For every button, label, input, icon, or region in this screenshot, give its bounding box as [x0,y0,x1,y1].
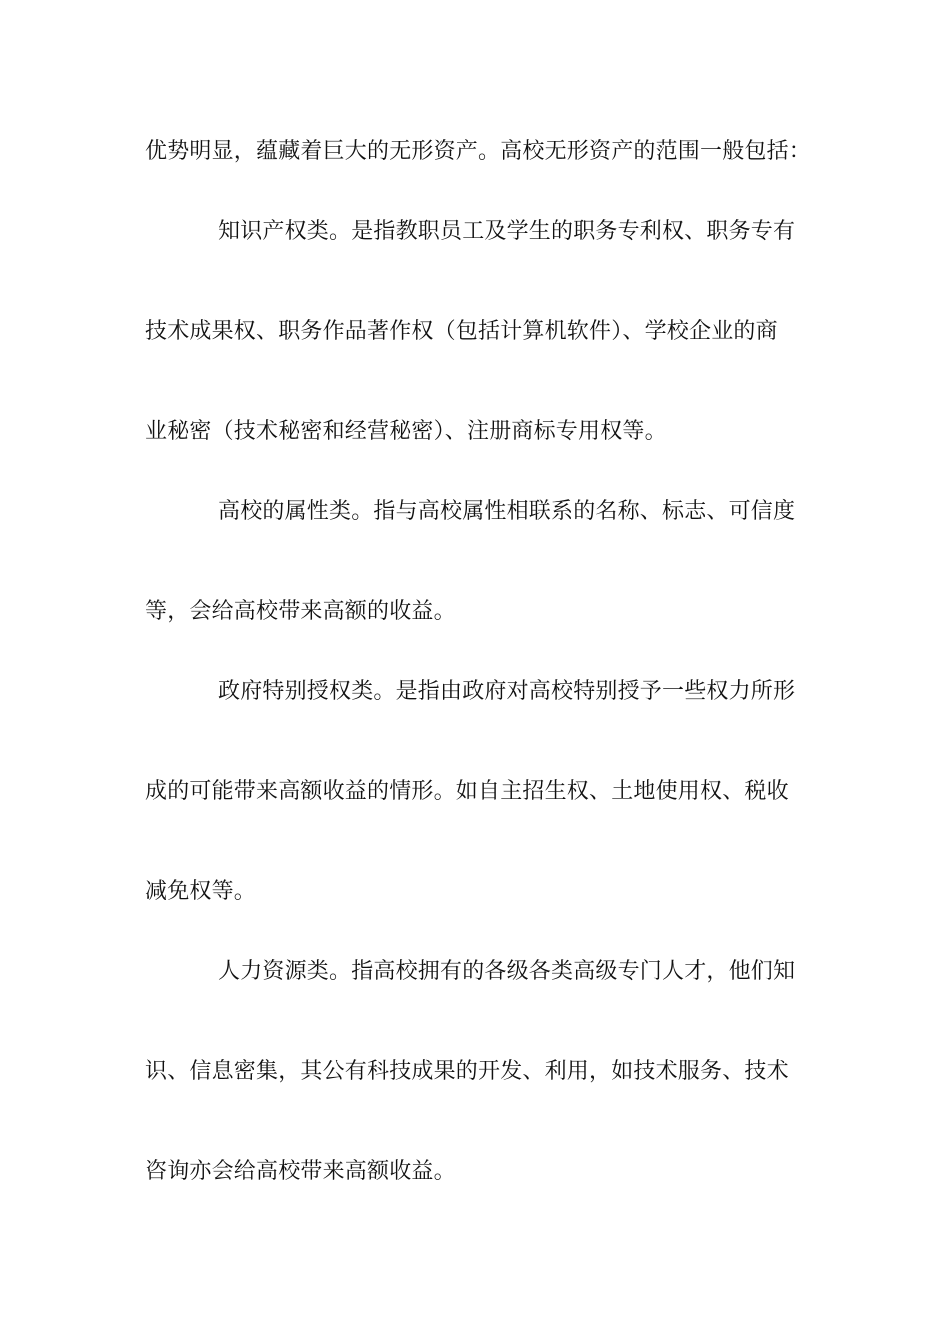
text-line: 业秘密（技术秘密和经营秘密）、注册商标专用权等。 [145,419,667,444]
text-line: 咨询亦会给高校带来高额收益。 [145,1159,456,1184]
paragraph-intellectual-property: 知识产权类。是指教职员工及学生的职务专利权、职务专有 [218,219,796,244]
text-line: 减免权等。 [145,879,257,904]
text-line: 成的可能带来高额收益的情形。如自主招生权、土地使用权、税收 [145,779,789,804]
text-line: 优势明显，蕴藏着巨大的无形资产。高校无形资产的范围一般包括： [145,139,812,164]
paragraph-government-authorization: 政府特别授权类。是指由政府对高校特别授予一些权力所形 [218,679,796,704]
paragraph-university-attributes: 高校的属性类。指与高校属性相联系的名称、标志、可信度 [218,499,796,524]
text-line: 等，会给高校带来高额的收益。 [145,599,456,624]
text-line: 技术成果权、职务作品著作权（包括计算机软件）、学校企业的商 [145,319,778,344]
paragraph-human-resources: 人力资源类。指高校拥有的各级各类高级专门人才，他们知 [218,959,796,984]
text-line: 识、信息密集，其公有科技成果的开发、利用，如技术服务、技术 [145,1059,789,1084]
